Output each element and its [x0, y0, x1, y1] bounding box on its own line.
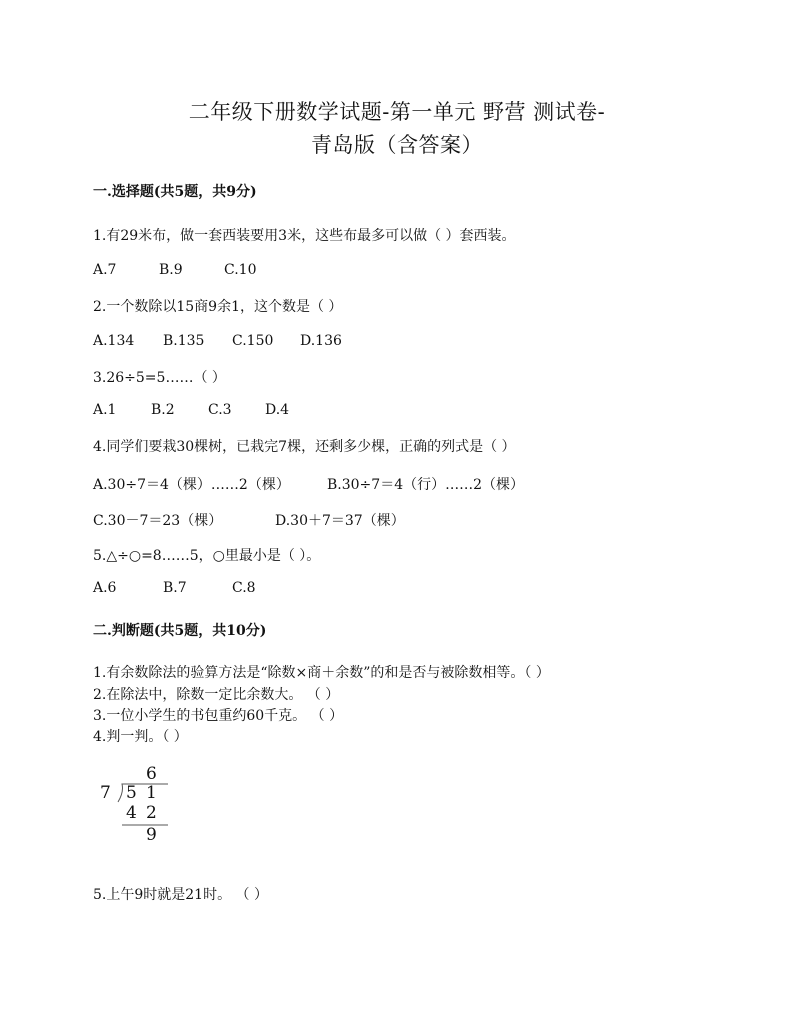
question-1-option-a: A.7: [93, 262, 117, 278]
product-tens-digit: 4: [126, 803, 137, 823]
question-4-option-c: C.30－7＝23（棵）: [93, 513, 223, 529]
question-2-option-b: B.135: [163, 333, 205, 349]
question-2-option-c: C.150: [232, 333, 274, 349]
question-3-option-b: B.2: [151, 402, 175, 418]
question-1-stem: 1.有29米布，做一套西装要用3米，这些布最多可以做（ ）套西装。: [93, 228, 516, 244]
question-4-option-a: A.30÷7＝4（棵）……2（棵）: [93, 477, 290, 493]
question-2-option-a: A.134: [93, 333, 135, 349]
section-2-heading: 二.判断题(共5题，共10分): [93, 623, 267, 639]
judge-question-2: 2.在除法中，除数一定比余数大。 （ ）: [93, 687, 340, 703]
question-5-option-b: B.7: [163, 580, 187, 596]
question-4-option-b: B.30÷7＝4（行）……2（棵）: [327, 477, 525, 493]
long-division-figure: [96, 762, 186, 852]
question-5-stem: 5.△÷○=8……5，○里最小是（ ）。: [93, 548, 321, 564]
dividend-tens-digit: 5: [126, 783, 137, 803]
judge-question-5: 5.上午9时就是21时。 （ ）: [93, 887, 268, 903]
question-3-option-a: A.1: [93, 402, 117, 418]
remainder-digit: 9: [146, 825, 157, 845]
question-2-option-d: D.136: [300, 333, 342, 349]
question-5-option-a: A.6: [93, 580, 117, 596]
question-4-stem: 4.同学们要栽30棵树，已栽完7棵，还剩多少棵，正确的列式是（ ）: [93, 439, 516, 455]
division-bracket-lines: [96, 762, 186, 852]
title-line-1: 二年级下册数学试题-第一单元 野营 测试卷-: [188, 100, 606, 124]
judge-question-3: 3.一位小学生的书包重约60千克。 （ ）: [93, 708, 344, 724]
section-1-heading: 一.选择题(共5题，共9分): [93, 184, 257, 200]
title-line-2: 青岛版（含答案）: [311, 133, 483, 157]
question-3-stem: 3.26÷5=5……（ ）: [93, 370, 226, 386]
dividend-ones-digit: 1: [146, 783, 157, 803]
quotient-digit: 6: [146, 764, 157, 784]
question-3-option-d: D.4: [265, 402, 290, 418]
question-4-option-d: D.30＋7＝37（棵）: [275, 513, 405, 529]
question-2-stem: 2.一个数除以15商9余1，这个数是（ ）: [93, 299, 343, 315]
judge-question-4: 4.判一判。（ ）: [93, 729, 188, 745]
question-1-option-c: C.10: [224, 262, 257, 278]
judge-question-1: 1.有余数除法的验算方法是“除数×商＋余数”的和是否与被除数相等。（ ）: [93, 665, 550, 681]
product-ones-digit: 2: [146, 803, 157, 823]
question-1-option-b: B.9: [159, 262, 183, 278]
divisor-digit: 7: [100, 783, 111, 803]
question-3-option-c: C.3: [208, 402, 232, 418]
question-5-option-c: C.8: [232, 580, 256, 596]
